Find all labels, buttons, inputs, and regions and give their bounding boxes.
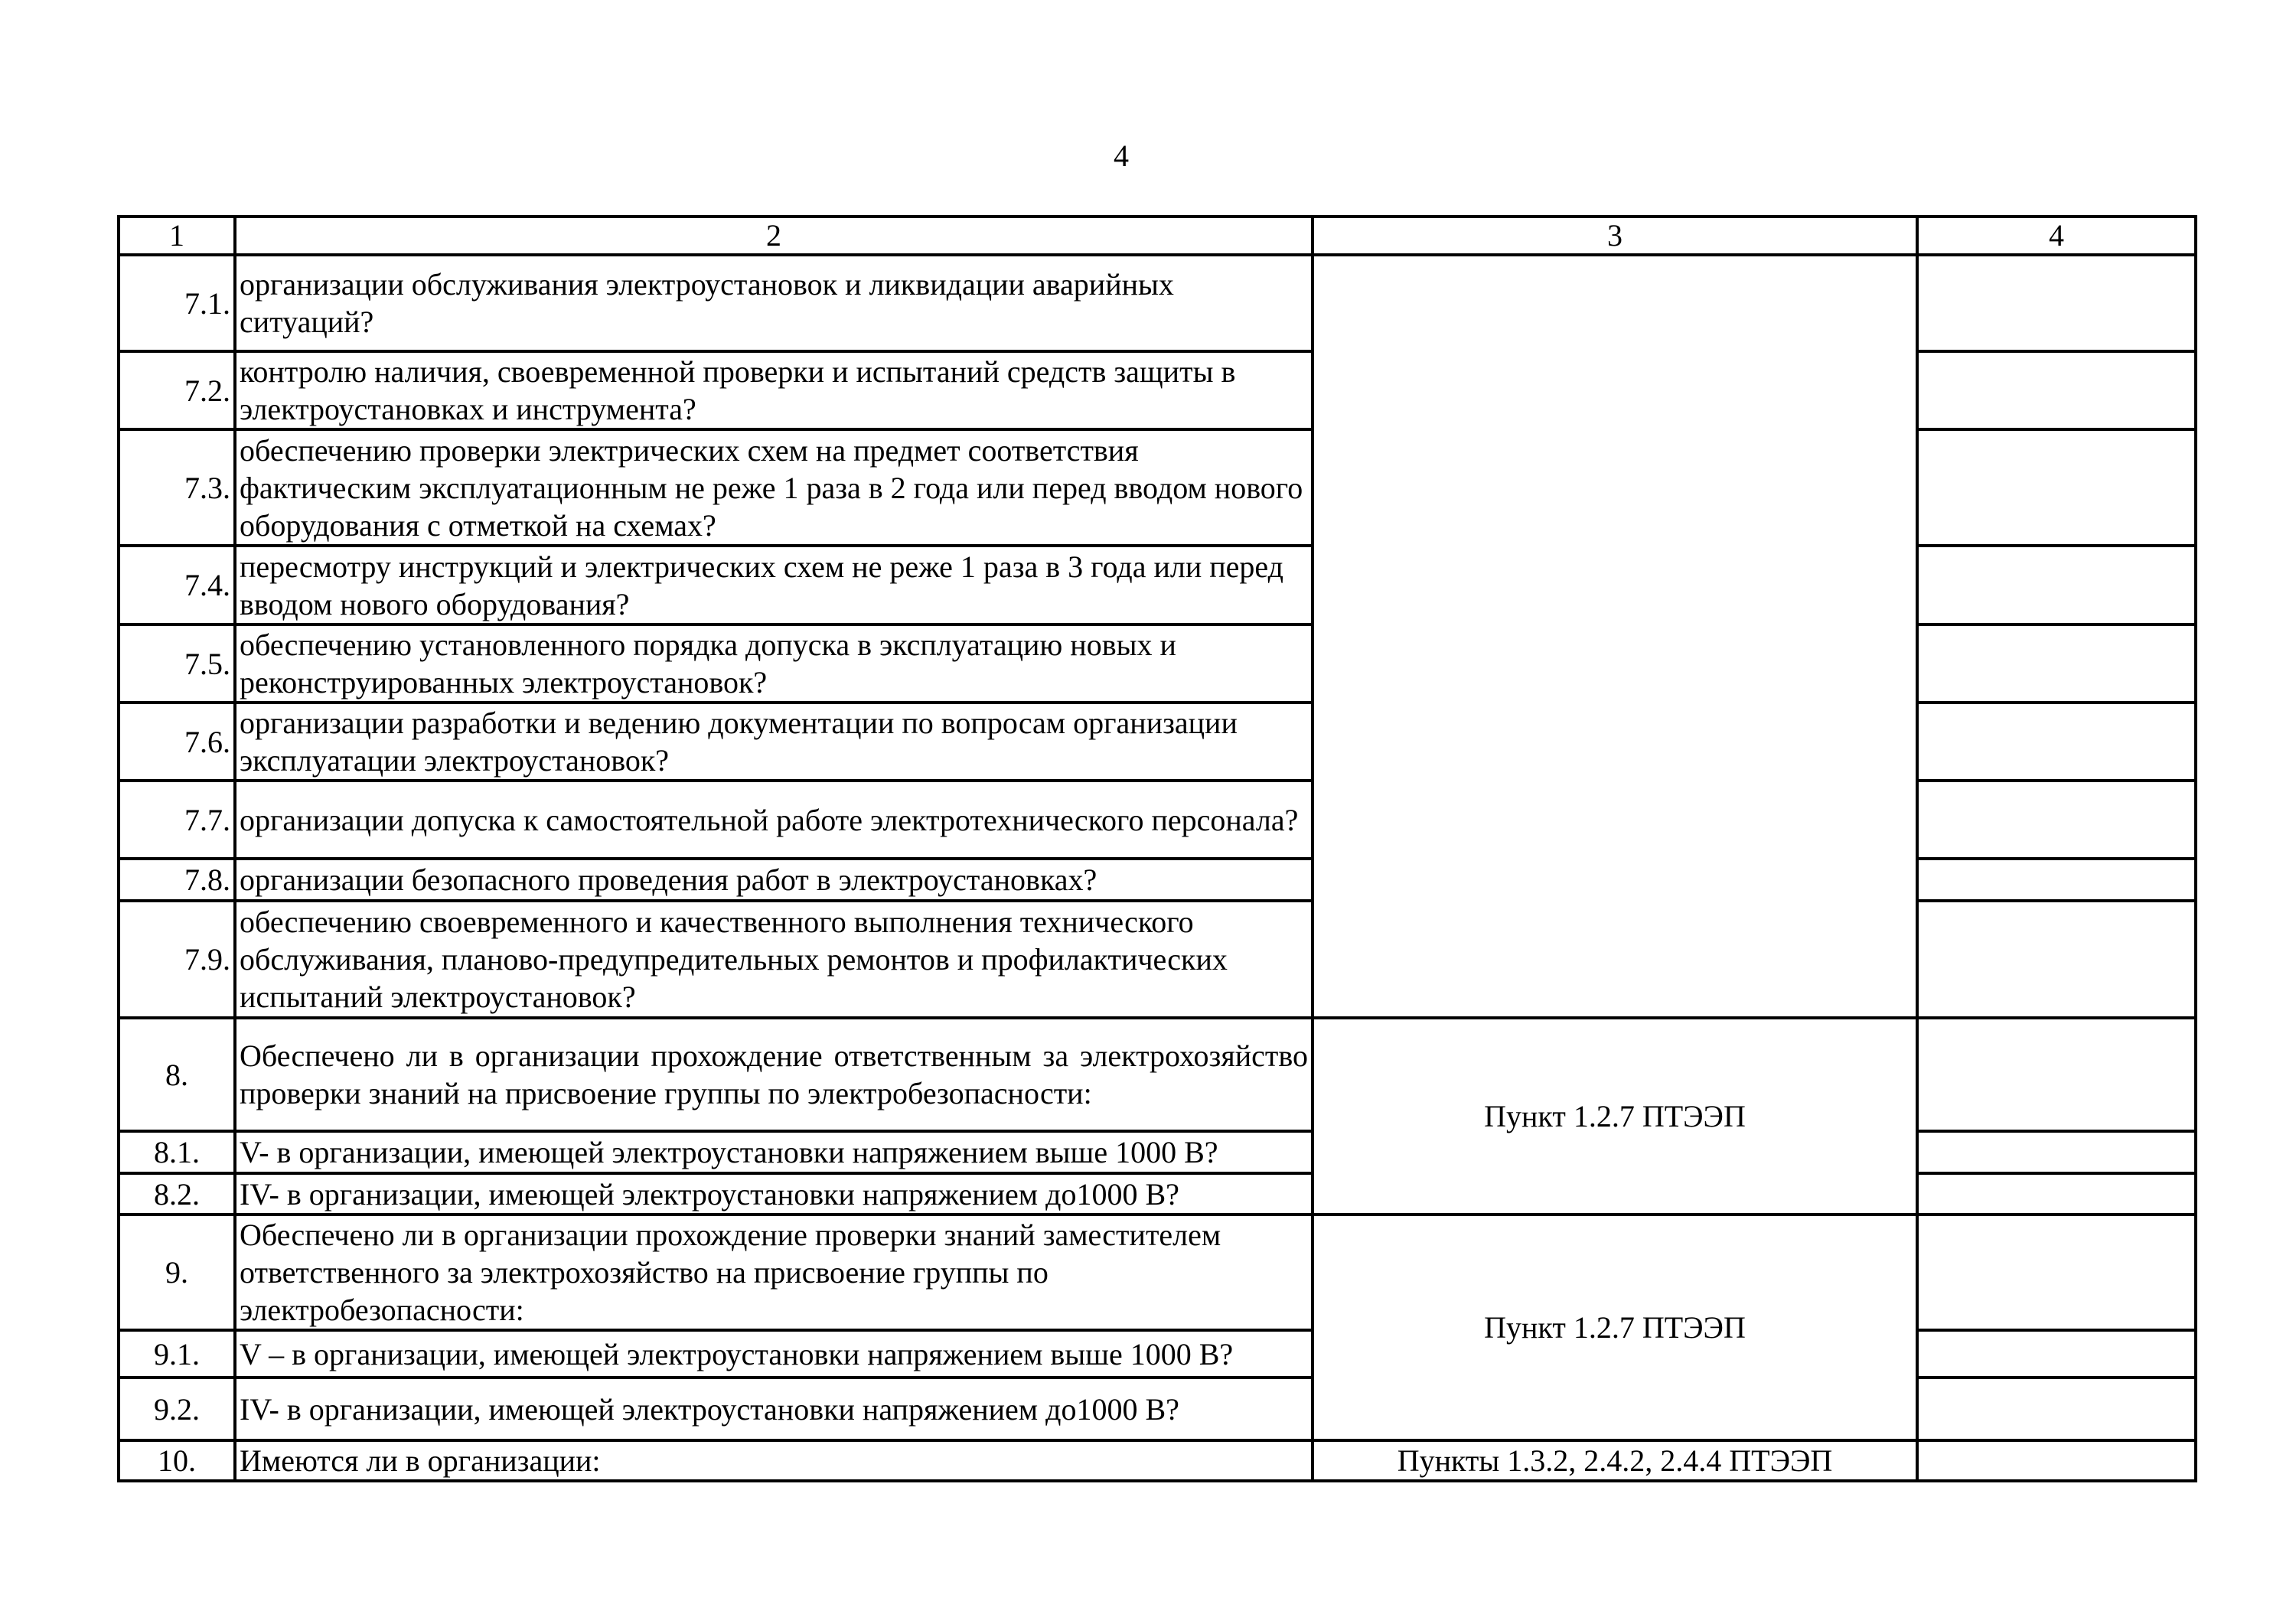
- row-question: организации допуска к самостоятельной работе электротехнического персонала?: [235, 781, 1313, 859]
- row-number: 8.1.: [119, 1131, 235, 1173]
- row-number: 7.4.: [119, 546, 235, 624]
- row-number: 8.2.: [119, 1173, 235, 1215]
- row-number: 7.7.: [119, 781, 235, 859]
- reference-cell: Пункты 1.3.2, 2.4.2, 2.4.4 ПТЭЭП: [1313, 1440, 1917, 1481]
- table-row: [119, 1440, 2196, 1481]
- row-number: 9.1.: [119, 1330, 235, 1378]
- reference-cell: Пункт 1.2.7 ПТЭЭП: [1313, 1215, 1917, 1440]
- answer-cell: [1917, 1378, 2196, 1440]
- row-number: 10.: [119, 1440, 235, 1481]
- row-question: организации обслуживания электроустановок и ликвидации аварийных ситуаций?: [235, 255, 1313, 351]
- row-question: Обеспечено ли в организации прохождение проверки знаний заместителем ответственного за электрохозяйство на присвоение группы по электробезопасности:: [235, 1215, 1313, 1330]
- row-number: 7.2.: [119, 351, 235, 429]
- row-question: V – в организации, имеющей электроустановки напряжением выше 1000 В?: [235, 1330, 1313, 1378]
- table-row: [119, 1018, 2196, 1131]
- row-number: 7.6.: [119, 703, 235, 781]
- answer-cell: [1917, 901, 2196, 1018]
- row-question: Обеспечено ли в организации прохождение ответственным за электрохозяйство проверки знаний на присвоение группы по электробезопасности:: [235, 1018, 1313, 1131]
- row-question: Имеются ли в организации:: [235, 1440, 1313, 1481]
- row-question: обеспечению своевременного и качественного выполнения технического обслуживания, планово-предупредительных ремонтов и профилактических испытаний электроустановок?: [235, 901, 1313, 1018]
- answer-cell: [1917, 429, 2196, 546]
- column-header-4: 4: [1917, 217, 2196, 255]
- column-header-2: 2: [235, 217, 1313, 255]
- answer-cell: [1917, 1330, 2196, 1378]
- row-number: 7.8.: [119, 859, 235, 901]
- row-question: IV- в организации, имеющей электроустановки напряжением до1000 В?: [235, 1173, 1313, 1215]
- table-row: [119, 255, 2196, 351]
- row-number: 8.: [119, 1018, 235, 1131]
- row-question: пересмотру инструкций и электрических схем не реже 1 раза в 3 года или перед вводом нового оборудования?: [235, 546, 1313, 624]
- row-number: 7.3.: [119, 429, 235, 546]
- row-number: 9.: [119, 1215, 235, 1330]
- answer-cell: [1917, 1173, 2196, 1215]
- header-row: [119, 217, 2196, 255]
- row-number: 9.2.: [119, 1378, 235, 1440]
- reference-cell-empty: [1313, 255, 1917, 1018]
- row-number: 7.9.: [119, 901, 235, 1018]
- row-number: 7.1.: [119, 255, 235, 351]
- row-question: организации разработки и ведению документации по вопросам организации эксплуатации электроустановок?: [235, 703, 1313, 781]
- answer-cell: [1917, 703, 2196, 781]
- answer-cell: [1917, 351, 2196, 429]
- answer-cell: [1917, 1440, 2196, 1481]
- row-question: IV- в организации, имеющей электроустановки напряжением до1000 В?: [235, 1378, 1313, 1440]
- row-question: контролю наличия, своевременной проверки и испытаний средств защиты в электроустановках и инструмента?: [235, 351, 1313, 429]
- row-number: 7.5.: [119, 624, 235, 703]
- answer-cell: [1917, 546, 2196, 624]
- row-question: организации безопасного проведения работ в электроустановках?: [235, 859, 1313, 901]
- column-header-1: 1: [119, 217, 235, 255]
- reference-cell: Пункт 1.2.7 ПТЭЭП: [1313, 1018, 1917, 1215]
- checklist-table: [117, 215, 2197, 1482]
- row-question: обеспечению установленного порядка допуска в эксплуатацию новых и реконструированных электроустановок?: [235, 624, 1313, 703]
- answer-cell: [1917, 1131, 2196, 1173]
- answer-cell: [1917, 781, 2196, 859]
- table-row: [119, 1215, 2196, 1330]
- row-question: обеспечению проверки электрических схем на предмет соответствия фактическим эксплуатационным не реже 1 раза в 2 года или перед вводом нового оборудования с отметкой на схемах?: [235, 429, 1313, 546]
- answer-cell: [1917, 624, 2196, 703]
- page-number: 4: [1114, 139, 1129, 173]
- answer-cell: [1917, 1215, 2196, 1330]
- answer-cell: [1917, 255, 2196, 351]
- row-question: V- в организации, имеющей электроустановки напряжением выше 1000 В?: [235, 1131, 1313, 1173]
- answer-cell: [1917, 859, 2196, 901]
- column-header-3: 3: [1313, 217, 1917, 255]
- answer-cell: [1917, 1018, 2196, 1131]
